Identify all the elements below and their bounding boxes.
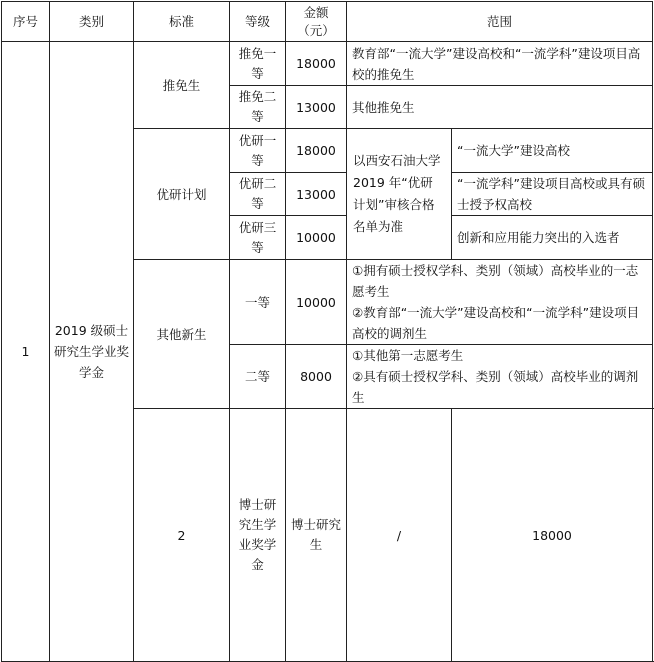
grade-cell: 优研二等 <box>230 173 286 216</box>
master-seq: 1 <box>2 42 50 662</box>
scope-cell: “一流学科”建设项目高校或具有硕士授予权高校 <box>452 173 653 216</box>
doctor-seq: 2 <box>134 409 230 662</box>
header-seq: 序号 <box>2 2 50 42</box>
grade-cell: 一等 <box>230 260 286 345</box>
scope-cell <box>347 260 653 345</box>
header-grade: 等级 <box>230 2 286 42</box>
doctor-category: 博士研究生学业奖学金 <box>230 409 286 662</box>
doctor-standard: 博士研究生 <box>286 409 347 662</box>
amount-cell: 13000 <box>286 86 347 129</box>
standard-tuimian: 推免生 <box>134 42 230 129</box>
grade-cell: 二等 <box>230 345 286 409</box>
grade-cell: / <box>347 409 452 662</box>
header-row <box>2 2 653 42</box>
header-amount: 金额（元） <box>286 2 347 42</box>
scope-cell: “一流大学”建设高校 <box>452 129 653 173</box>
amount-cell: 10000 <box>286 216 347 260</box>
standard-other: 其他新生 <box>134 260 230 409</box>
standard-youyan: 优研计划 <box>134 129 230 260</box>
scope-cell: 创新和应用能力突出的入选者 <box>452 216 653 260</box>
amount-cell: 18000 <box>286 129 347 173</box>
table-row <box>2 42 653 86</box>
grade-cell: 优研一等 <box>230 129 286 173</box>
amount-cell: 10000 <box>286 260 347 345</box>
scope-line: ②教育部“一流大学”建设高校和“一流学科”建设项目高校的调剂生 <box>352 305 640 341</box>
amount-cell: 13000 <box>286 173 347 216</box>
youyan-note: 以西安石油大学 2019 年“优研计划”审核合格名单为准 <box>347 129 452 260</box>
scope-cell <box>347 345 653 409</box>
grade-cell: 推免一等 <box>230 42 286 86</box>
scope-line: ①其他第一志愿考生 <box>352 348 464 363</box>
scholarship-table <box>1 1 653 662</box>
header-category: 类别 <box>50 2 134 42</box>
scope-cell: 教育部“一流大学”建设高校和“一流学科”建设项目高校的推免生 <box>347 42 653 86</box>
scope-line: ①拥有硕士授权学科、类别（领域）高校毕业的一志愿考生 <box>352 263 639 299</box>
grade-cell: 优研三等 <box>230 216 286 260</box>
amount-cell: 8000 <box>286 345 347 409</box>
header-scope: 范围 <box>347 2 653 42</box>
scope-cell: 其他推免生 <box>347 86 653 129</box>
master-category: 2019 级硕士研究生学业奖学金 <box>50 42 134 662</box>
grade-cell: 推免二等 <box>230 86 286 129</box>
amount-cell: 18000 <box>286 42 347 86</box>
scope-line: ②具有硕士授权学科、类别（领域）高校毕业的调剂生 <box>352 369 639 405</box>
amount-cell: 18000 <box>452 409 653 662</box>
header-standard: 标准 <box>134 2 230 42</box>
